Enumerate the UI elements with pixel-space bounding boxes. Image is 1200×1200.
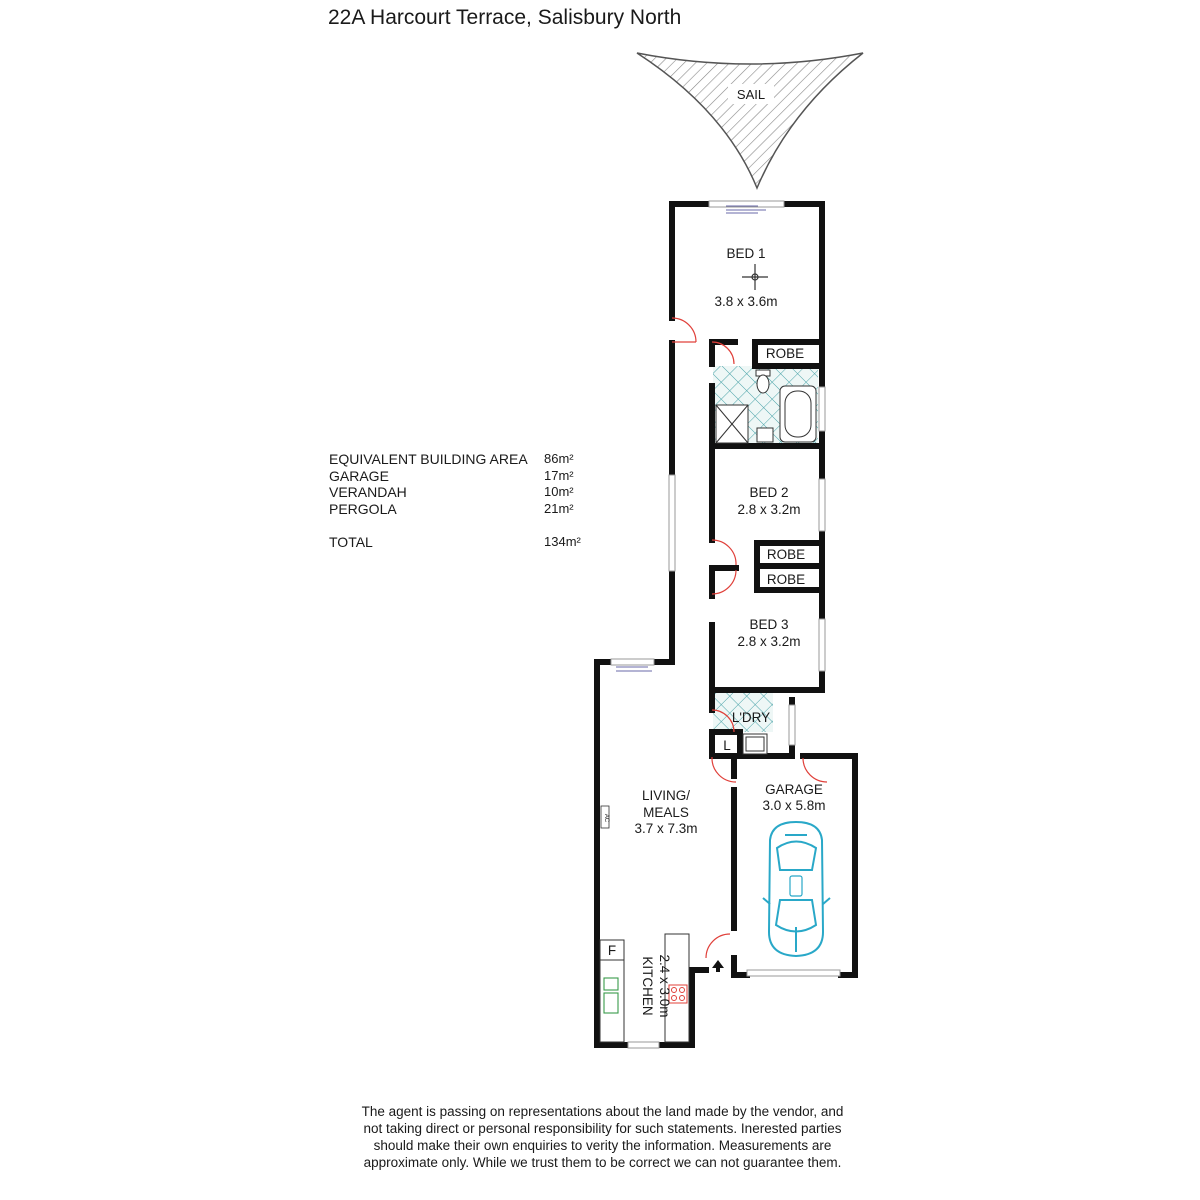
robe1-label: ROBE [765, 346, 805, 361]
kitchen-name: KITCHEN [640, 956, 655, 1016]
disclaimer [300, 1103, 905, 1171]
bed3-dims: 2.8 x 3.2m [737, 634, 801, 649]
bed2-name: BED 2 [749, 485, 789, 500]
area-value: 21m² [544, 500, 574, 516]
entry-arrow-icon [712, 960, 724, 972]
robe3-label: ROBE [766, 572, 806, 587]
sail-label: SAIL [736, 87, 766, 102]
linen-label: L [723, 738, 731, 753]
bed1-dims: 3.8 x 3.6m [714, 294, 778, 309]
garage-dims: 3.0 x 5.8m [762, 798, 826, 813]
robe2-label: ROBE [766, 547, 806, 562]
ac-label: AC [603, 813, 609, 823]
area-value: 17m² [544, 467, 574, 483]
area-label: GARAGE [329, 467, 389, 484]
disclaimer-line: not taking direct or personal responsibility for such statements. Inerested parties [363, 1121, 842, 1136]
sail-shade [637, 53, 863, 188]
bed2-dims: 2.8 x 3.2m [737, 502, 801, 517]
bed1-name: BED 1 [726, 246, 766, 261]
plan-title: 22A Harcourt Terrace, Salisbury North [328, 6, 682, 29]
bed3-name: BED 3 [749, 617, 789, 632]
car-icon [763, 822, 830, 956]
disclaimer-line: approximate only. While we trust them to be correct we can not guarantee them. [363, 1155, 842, 1170]
laundry-tub-icon [743, 734, 767, 754]
total-label: TOTAL [329, 533, 373, 550]
disclaimer-line: should make their own enquiries to verity the information. Measurements are [373, 1138, 832, 1153]
area-label: EQUIVALENT BUILDING AREA [329, 451, 528, 467]
ceiling-fan-icon [742, 264, 768, 290]
living-name-line1: LIVING/ [641, 788, 691, 803]
kitchen-dims: 2.4 x 3.0m [657, 954, 672, 1018]
laundry-label: L'DRY [731, 710, 771, 725]
garage-name: GARAGE [765, 782, 823, 797]
living-dims: 3.7 x 7.3m [634, 821, 698, 836]
living-name-line2: MEALS [643, 805, 689, 820]
area-value: 10m² [544, 484, 574, 499]
area-label: PERGOLA [329, 500, 397, 517]
total-value: 134m² [544, 533, 581, 549]
disclaimer-line: The agent is passing on representations about the land made by the vendor, and [361, 1104, 844, 1119]
fridge-label: F [607, 943, 617, 958]
ac-unit-icon [601, 806, 609, 828]
area-label: VERANDAH [329, 484, 407, 500]
area-value: 86m² [544, 451, 574, 466]
